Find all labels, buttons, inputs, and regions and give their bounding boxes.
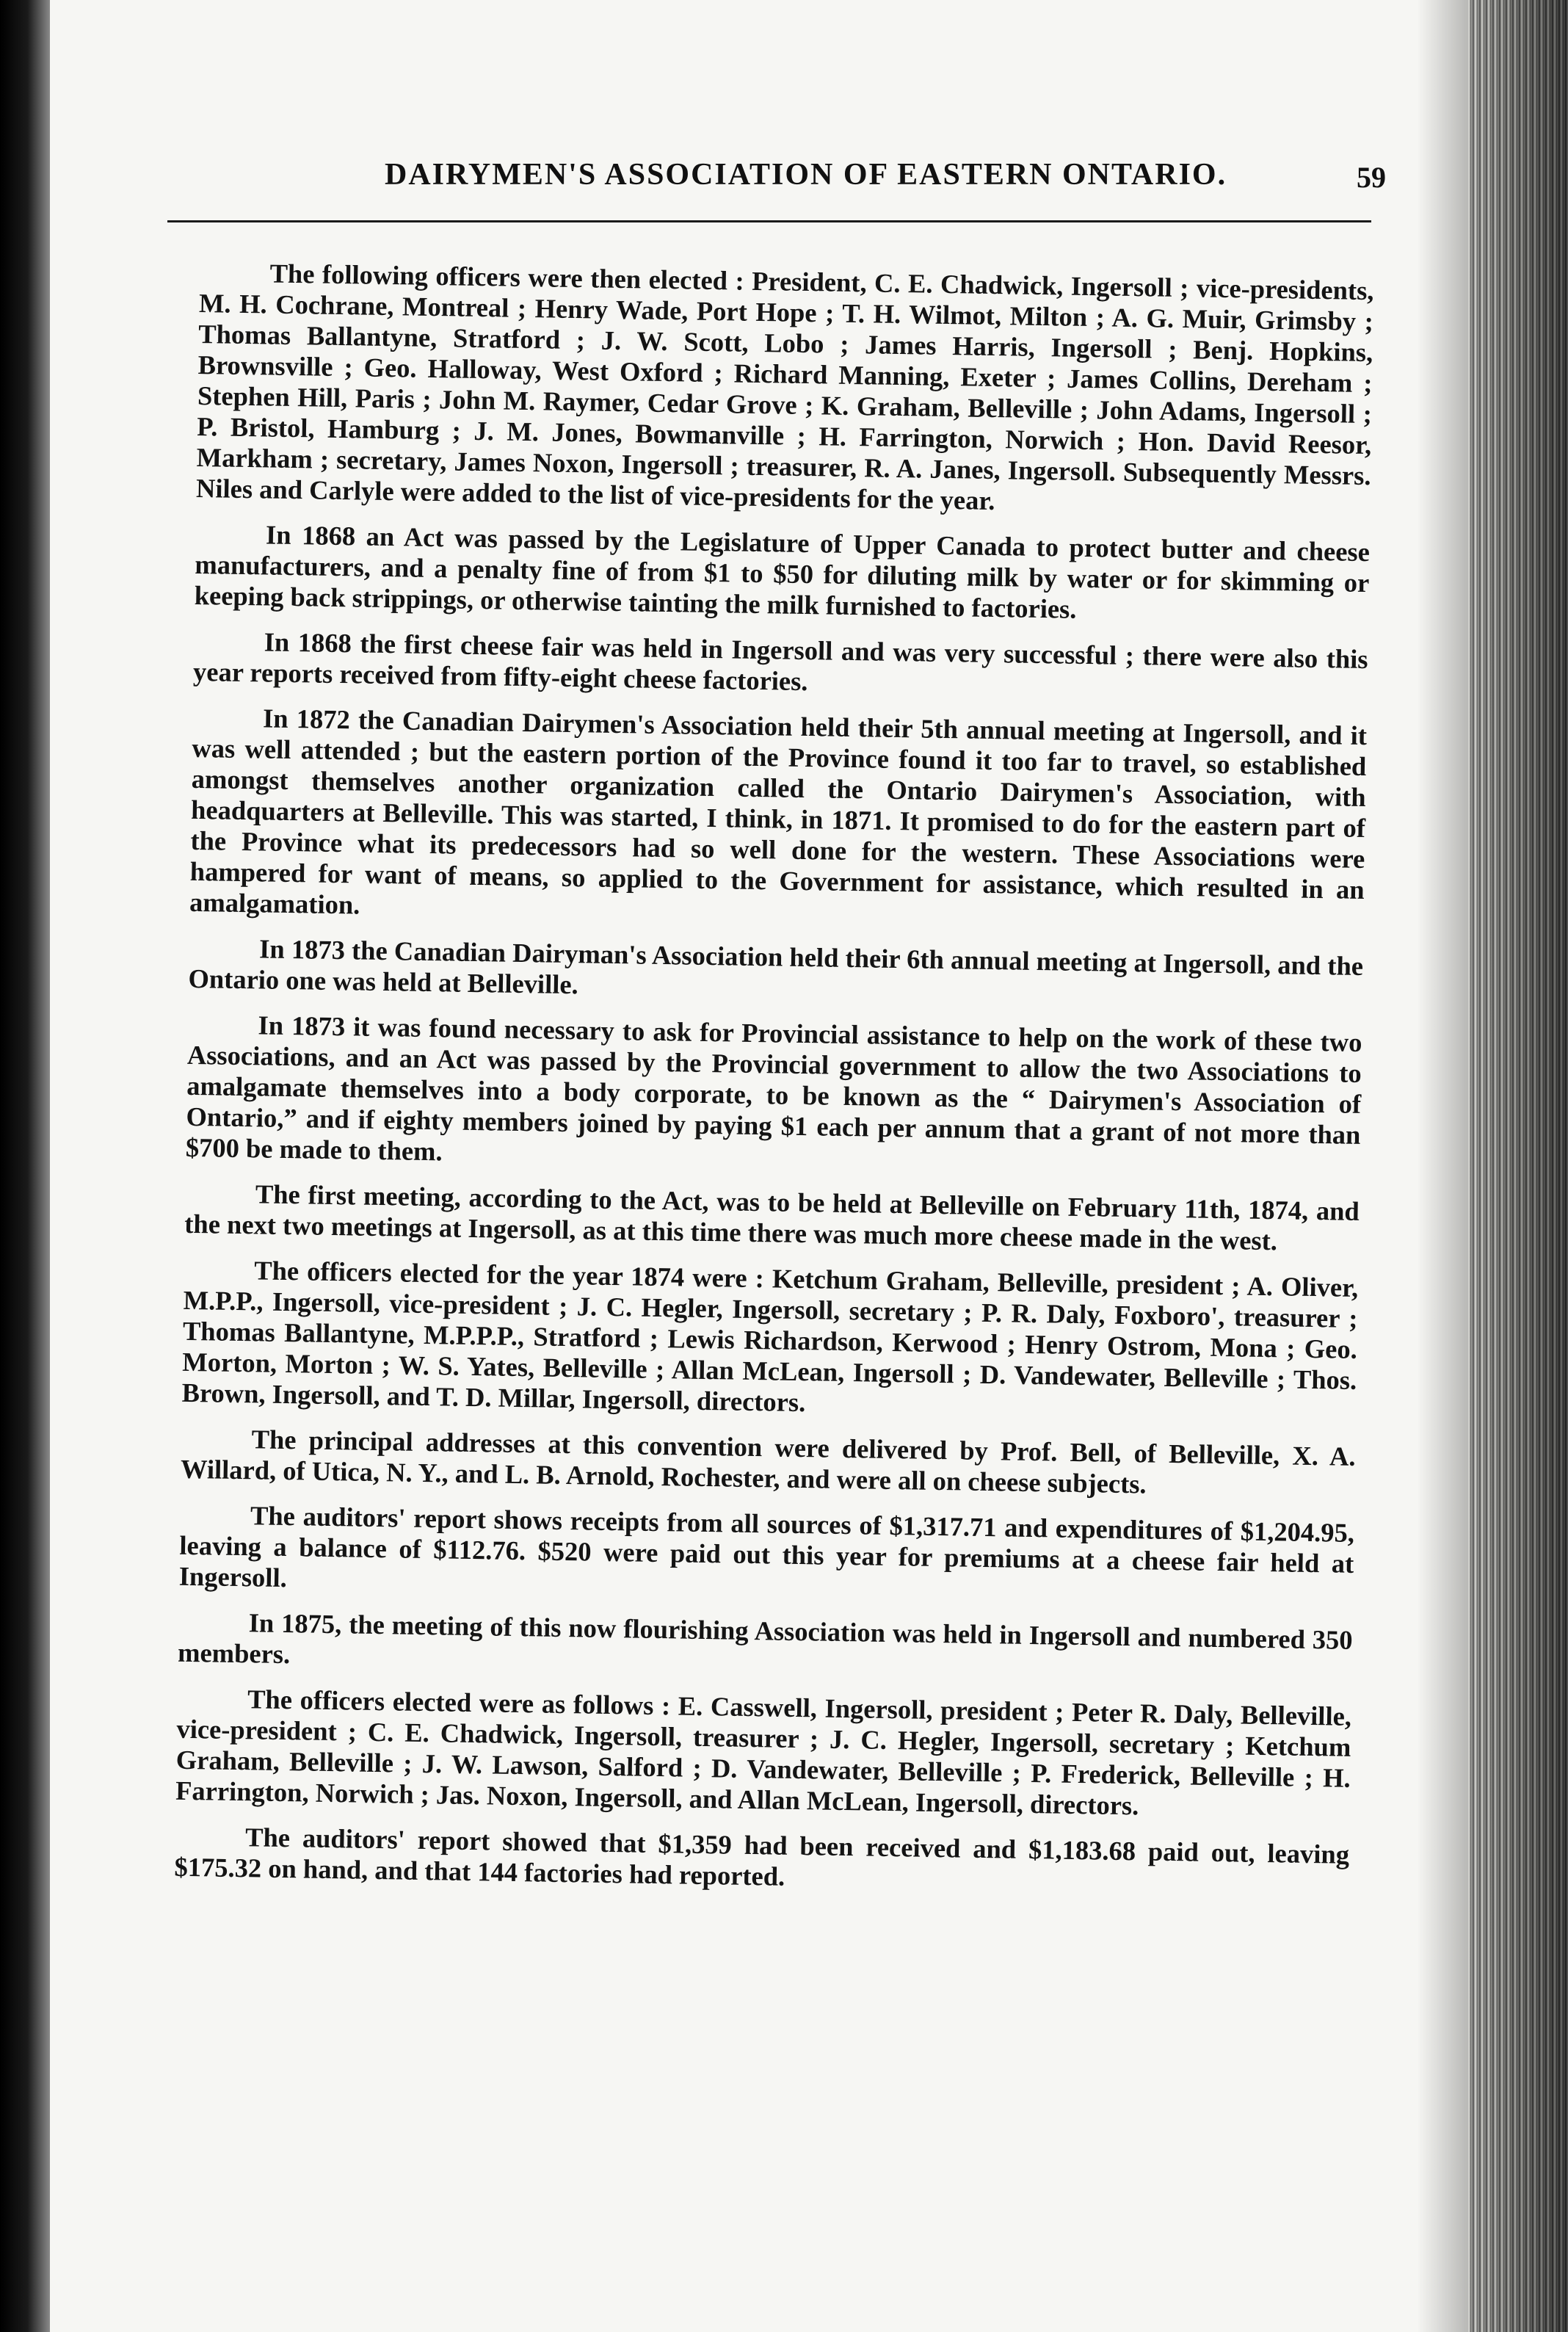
paragraph-1875-officers: The officers elected were as follows : E. Casswell, Ingersoll, president ; Peter R. Daly, Belleville, vice-president ; C. E. Chadwick, Ingersoll, treasurer ; J. C. Hegler, Ingersoll, secretary ; Ketchum Graham, Belleville ; J. W. Lawson, Salford ; D. Vandewater, Belleville ; P. Frederick, Belleville ; H. Farrington, Norwich ; Jas. Noxon, Ingersoll, and Allan McLean, Ingersoll, directors. (175, 1684, 1352, 1821)
book-page-edges (1468, 0, 1568, 2332)
header-rule (167, 220, 1371, 222)
paragraph-auditors-report-1875: The auditors' report showed that $1,359 had been received and $1,183.68 paid out, leaving $175.32 on hand, and that 144 factories had reported. (174, 1822, 1350, 1891)
paragraph-1873-amalgamation: In 1873 it was found necessary to ask for Provincial assistance to help on the work of these two Associations, and an Act was passed by the Provincial government to allow the two Associations to amalgamate themselves into a body corporate, to be known as the “ Dairymen's Association of Ontario,” and if eighty members joined by paying $1 each per annum that a grant of not more than $700 be made to them. (185, 1010, 1362, 1167)
page-shadow (1417, 0, 1468, 2332)
running-title: DAIRYMEN'S ASSOCIATION OF EASTERN ONTARIO. (385, 158, 1227, 192)
paragraph-1874-officers: The officers elected for the year 1874 were : Ketchum Graham, Belleville, president ; A. Oliver, M.P.P., Ingersoll, vice-president ; J. C. Hegler, Ingersoll, secretary ; P. R. Daly, Foxboro', treasurer ; Thomas Ballantyne, M.P.P.P., Stratford ; Lewis Richardson, Kerwood ; Henry Ostrom, Mona ; Geo. Morton, Morton ; W. S. Yates, Belleville ; Allan McLean, Ingersoll ; D. Vandewater, Belleville ; Thos. Brown, Ingersoll, and T. D. Millar, Ingersoll, directors. (181, 1255, 1359, 1418)
page-header (167, 157, 1401, 228)
paragraph-officers-elected: The following officers were then elected : President, C. E. Chadwick, Ingersoll ; vice-presidents, M. H. Cochrane, Montreal ; Henry Wade, Port Hope ; T. H. Wilmot, Milton ; A. G. Muir, Grimsby ; Thomas Ballantyne, Stratford ; J. W. Scott, Lobo ; James Harris, Ingersoll ; Benj. Hopkins, Brownsville ; Geo. Halloway, West Oxford ; Richard Manning, Exeter ; James Collins, Dereham ; Stephen Hill, Paris ; John M. Raymer, Cedar Grove ; K. Graham, Belleville ; John Adams, Ingersoll ; P. Bristol, Hamburg ; J. M. Jones, Bowmanville ; H. Farrington, Norwich ; Hon. David Reesor, Markham ; secretary, James Noxon, Ingersoll ; treasurer, R. A. Janes, Ingersoll. Subsequently Messrs. Niles and Carlyle were added to the list of vice-presidents for the year. (195, 258, 1374, 516)
paragraph-1868-act: In 1868 an Act was passed by the Legislature of Upper Canada to protect butter and cheese manufacturers, and a penalty fine of from $1 to $50 for diluting milk by water or for skimming or keeping back strippings, or otherwise tainting the milk furnished to factories. (194, 519, 1371, 624)
paragraph-1875-meeting: In 1875, the meeting of this now flourishing Association was held in Ingersoll and numbered 350 members. (177, 1607, 1353, 1670)
paragraph-1868-cheese-fair: In 1868 the first cheese fair was held in Ingersoll and was very successful ; there were also this year reports received from fifty-eight cheese factories. (192, 626, 1368, 697)
book-page (50, 0, 1468, 2332)
paragraph-1873-meeting: In 1873 the Canadian Dairyman's Association held their 6th annual meeting at Ingersoll, and the Ontario one was held at Belleville. (188, 933, 1364, 1000)
paragraph-1872-meeting: In 1872 the Canadian Dairymen's Association held their 5th annual meeting at Ingersoll, and it was well attended ; but the eastern portion of the Province found it too far to travel, so established amongst themselves another organization called the Ontario Dairymen's Association, with headquarters at Belleville. This was started, I think, in 1871. It promised to do for the eastern part of the Province what its predecessors had so well done for the western. These Associations were hampered for want of means, so applied to the Government for assistance, which resulted in an amalgamation. (189, 703, 1368, 920)
paragraph-first-meeting: The first meeting, according to the Act, was to be held at Belleville on February 11th, 1874, and the next two meetings at Ingersoll, as at this time there was much more cheese made in the west. (184, 1178, 1360, 1256)
body-text (174, 257, 1374, 1916)
paragraph-auditors-report-1874: The auditors' report shows receipts from all sources of $1,317.71 and expenditures of $1,204.95, leaving a balance of $112.76. $520 were paid out this year for premiums at a cheese fair held at Ingersoll. (178, 1500, 1355, 1593)
book-gutter (0, 0, 50, 2332)
paragraph-principal-addresses: The principal addresses at this convention were delivered by Prof. Bell, of Belleville, X. A. Willard, of Utica, N. Y., and L. B. Arnold, Rochester, and were all on cheese subjects. (180, 1424, 1356, 1499)
page-number: 59 (1357, 161, 1386, 194)
